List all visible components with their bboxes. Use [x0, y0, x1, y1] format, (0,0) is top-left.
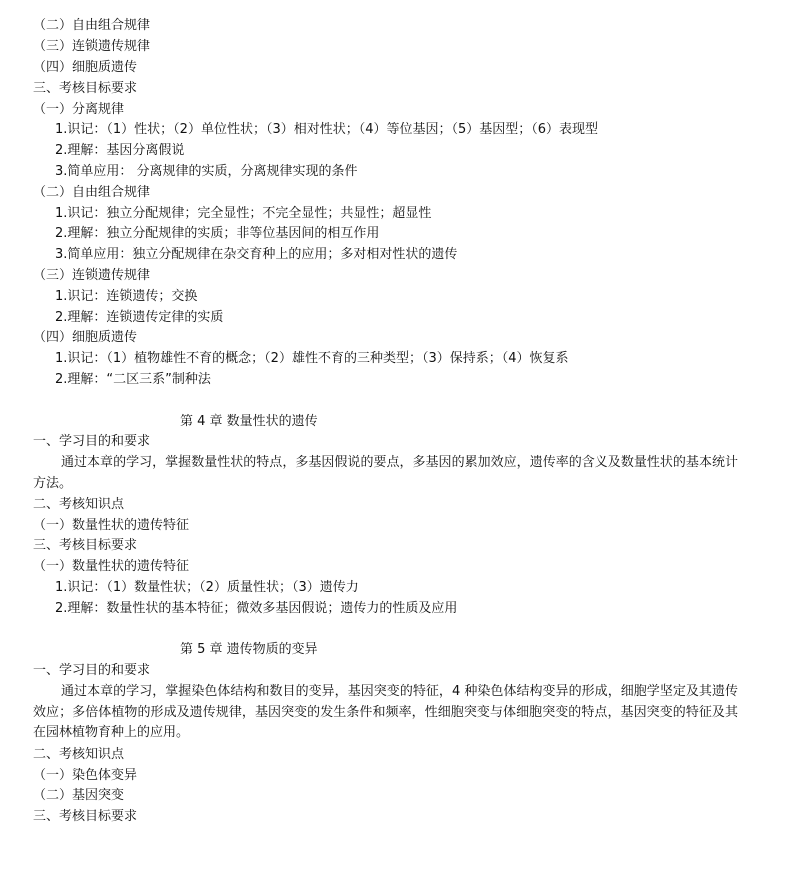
requirement-item: 1.识记：（1）植物雄性不育的概念；（2）雄性不育的三种类型；（3）保持系；（4）恢复系: [55, 351, 569, 366]
requirement-item: 2.理解：基因分离假说: [55, 143, 185, 158]
paragraph: 通过本章的学习，掌握染色体结构和数目的变异，基因突变的特征，4 种染色体结构变异的形成，细胞学坚定及其遗传效应；多倍体植物的形成及遗传规律，基因突变的发生条件和频率，性细胞突变与体细胞突变的特点，基因突变的特征及其在园林植物育种上的应用。: [33, 684, 738, 741]
outline-item: （一）染色体变异: [33, 768, 138, 783]
requirement-item: 3.简单应用： 分离规律的实质，分离规律实现的条件: [55, 164, 358, 179]
outline-item: （四）细胞质遗传: [33, 60, 138, 75]
requirement-item: 2.理解：独立分配规律的实质；非等位基因间的相互作用: [55, 226, 380, 241]
paragraph: 通过本章的学习，掌握数量性状的特点，多基因假说的要点，多基因的累加效应，遗传率的含义及数量性状的基本统计方法。: [33, 455, 738, 491]
subsection-heading: （一）数量性状的遗传特征: [33, 559, 190, 574]
requirement-item: 2.理解：连锁遗传定律的实质: [55, 310, 224, 325]
outline-item: （二）自由组合规律: [33, 18, 151, 33]
section-heading: 三、考核目标要求: [33, 809, 138, 824]
requirement-item: 3.简单应用：独立分配规律在杂交育种上的应用；多对相对性状的遗传: [55, 247, 458, 262]
outline-item: （三）连锁遗传规律: [33, 39, 151, 54]
requirement-item: 2.理解：“二区三系”制种法: [55, 372, 211, 387]
requirement-item: 1.识记：连锁遗传；交换: [55, 289, 198, 304]
chapter-title: 第 4 章 数量性状的遗传: [180, 414, 318, 429]
section-heading: 一、学习目的和要求: [33, 663, 151, 678]
requirement-item: 2.理解：数量性状的基本特征；微效多基因假说；遗传力的性质及应用: [55, 601, 458, 616]
subsection-heading: （二）自由组合规律: [33, 185, 151, 200]
requirement-item: 1.识记：（1）性状；（2）单位性状；（3）相对性状；（4）等位基因；（5）基因型；（6）表现型: [55, 122, 599, 137]
requirement-item: 1.识记：（1）数量性状；（2）质量性状；（3）遗传力: [55, 580, 359, 595]
section-heading: 二、考核知识点: [33, 747, 125, 762]
outline-item: （二）基因突变: [33, 788, 125, 803]
outline-item: （一）数量性状的遗传特征: [33, 518, 190, 533]
subsection-heading: （一）分离规律: [33, 102, 125, 117]
section-heading: 三、考核目标要求: [33, 538, 138, 553]
section-heading: 二、考核知识点: [33, 497, 125, 512]
chapter-title: 第 5 章 遗传物质的变异: [180, 642, 318, 657]
section-heading: 三、考核目标要求: [33, 81, 138, 96]
section-heading: 一、学习目的和要求: [33, 434, 151, 449]
subsection-heading: （四）细胞质遗传: [33, 330, 138, 345]
requirement-item: 1.识记：独立分配规律；完全显性；不完全显性；共显性；超显性: [55, 206, 432, 221]
subsection-heading: （三）连锁遗传规律: [33, 268, 151, 283]
